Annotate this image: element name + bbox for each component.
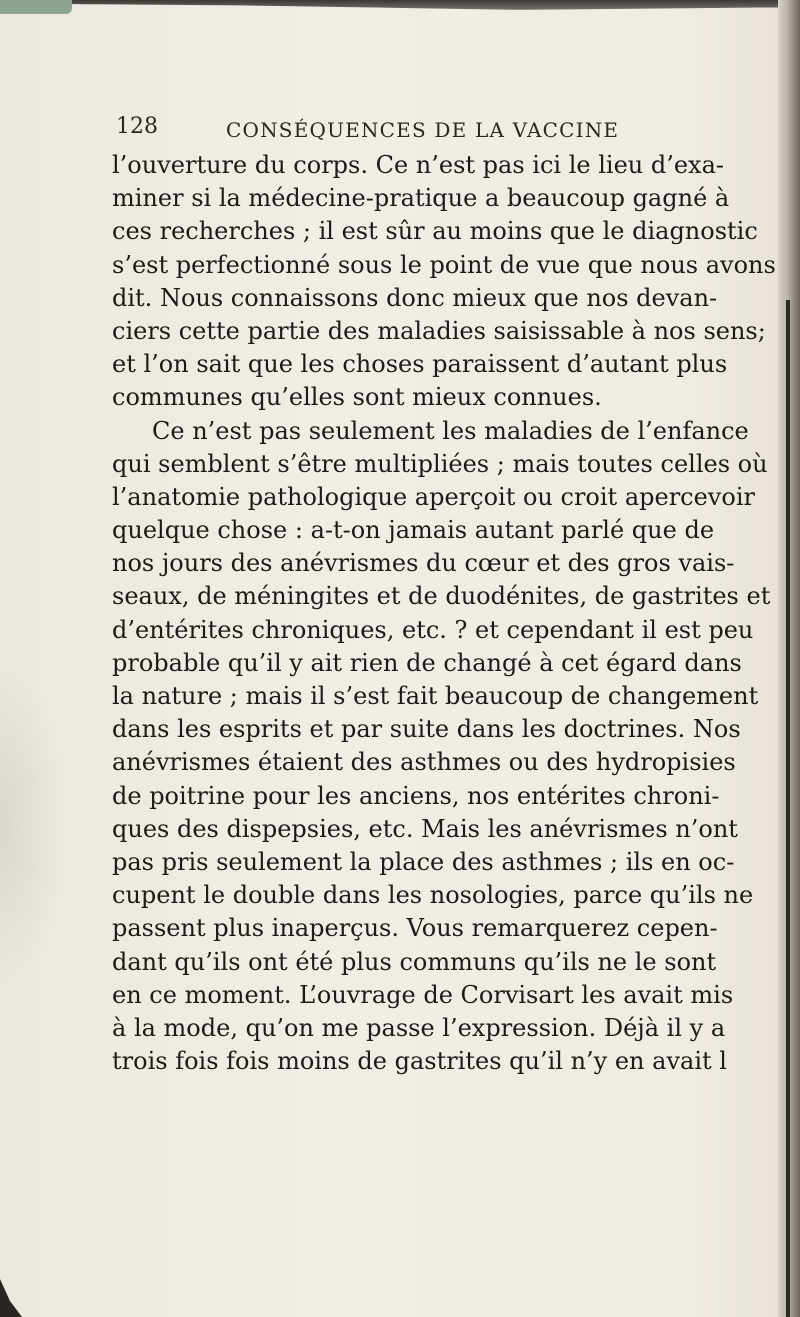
body-text	[112, 149, 800, 1078]
text-line: passent plus inaperçus. Vous remarquerez cepen-	[112, 914, 718, 943]
text-line: probable qu’il y ait rien de changé à cet égard dans	[112, 648, 742, 677]
binding-shadow-line	[786, 300, 790, 1317]
scan-top-edge	[0, 0, 800, 18]
text-line: miner si la médecine-pratique a beaucoup gagné à	[112, 184, 730, 213]
text-line: trois fois fois moins de gastrites qu’il n’y en avait l	[112, 1047, 727, 1076]
text-line: quelque chose : a-t-on jamais autant parlé que de	[112, 516, 715, 545]
text-line: et l’on sait que les choses paraissent d’autant plus	[112, 350, 728, 379]
text-line: d’entérites chroniques, etc. ? et cependant il est peu	[112, 615, 754, 644]
text-line: communes qu’elles sont mieux connues.	[112, 383, 602, 412]
text-line: cupent le double dans les nosologies, parce qu’ils ne	[112, 881, 754, 910]
text-line: en ce moment. L’ouvrage de Corvisart les avait mis	[112, 980, 734, 1009]
text-line: pas pris seulement la place des asthmes ; ils en oc-	[112, 847, 735, 876]
text-line: ques des dispepsies, etc. Mais les anévrismes n’ont	[112, 814, 738, 843]
page-number: 128	[116, 114, 158, 139]
text-line: seaux, de méningites et de duodénites, de gastrites et	[112, 582, 771, 611]
running-title: CONSÉQUENCES DE LA VACCINE	[226, 118, 620, 142]
paragraph-start-line: Ce n’est pas seulement les maladies de l’enfance	[152, 416, 749, 445]
text-line: dant qu’ils ont été plus communs qu’ils ne le sont	[112, 947, 717, 976]
text-line: à la mode, qu’on me passe l’expression. Déjà il y a	[112, 1013, 726, 1042]
text-line: s’est perfectionné sous le point de vue que nous avons	[112, 250, 776, 279]
text-line: anévrismes étaient des asthmes ou des hydropisies	[112, 748, 736, 777]
text-line: de poitrine pour les anciens, nos entérites chroni-	[112, 781, 720, 810]
corner-tear-icon	[0, 1279, 26, 1317]
text-line: ciers cette partie des maladies saisissable à nos sens;	[112, 316, 766, 345]
text-line: l’ouverture du corps. Ce n’est pas ici le lieu d’exa-	[112, 151, 725, 179]
text-line: dans les esprits et par suite dans les doctrines. Nos	[112, 715, 741, 744]
text-line: l’anatomie pathologique aperçoit ou croit apercevoir	[112, 482, 755, 511]
text-line: la nature ; mais il s’est fait beaucoup de changement	[112, 682, 759, 710]
text-line: ces recherches ; il est sûr au moins que le diagnostic	[112, 217, 758, 246]
scan-corner-tab	[0, 0, 72, 14]
text-line: nos jours des anévrismes du cœur et des gros vais-	[112, 549, 735, 578]
paper-stain	[0, 650, 70, 1000]
text-line: qui semblent s’être multipliées ; mais toutes celles où	[112, 449, 768, 478]
text-line: dit. Nous connaissons donc mieux que nos devan-	[112, 283, 718, 312]
